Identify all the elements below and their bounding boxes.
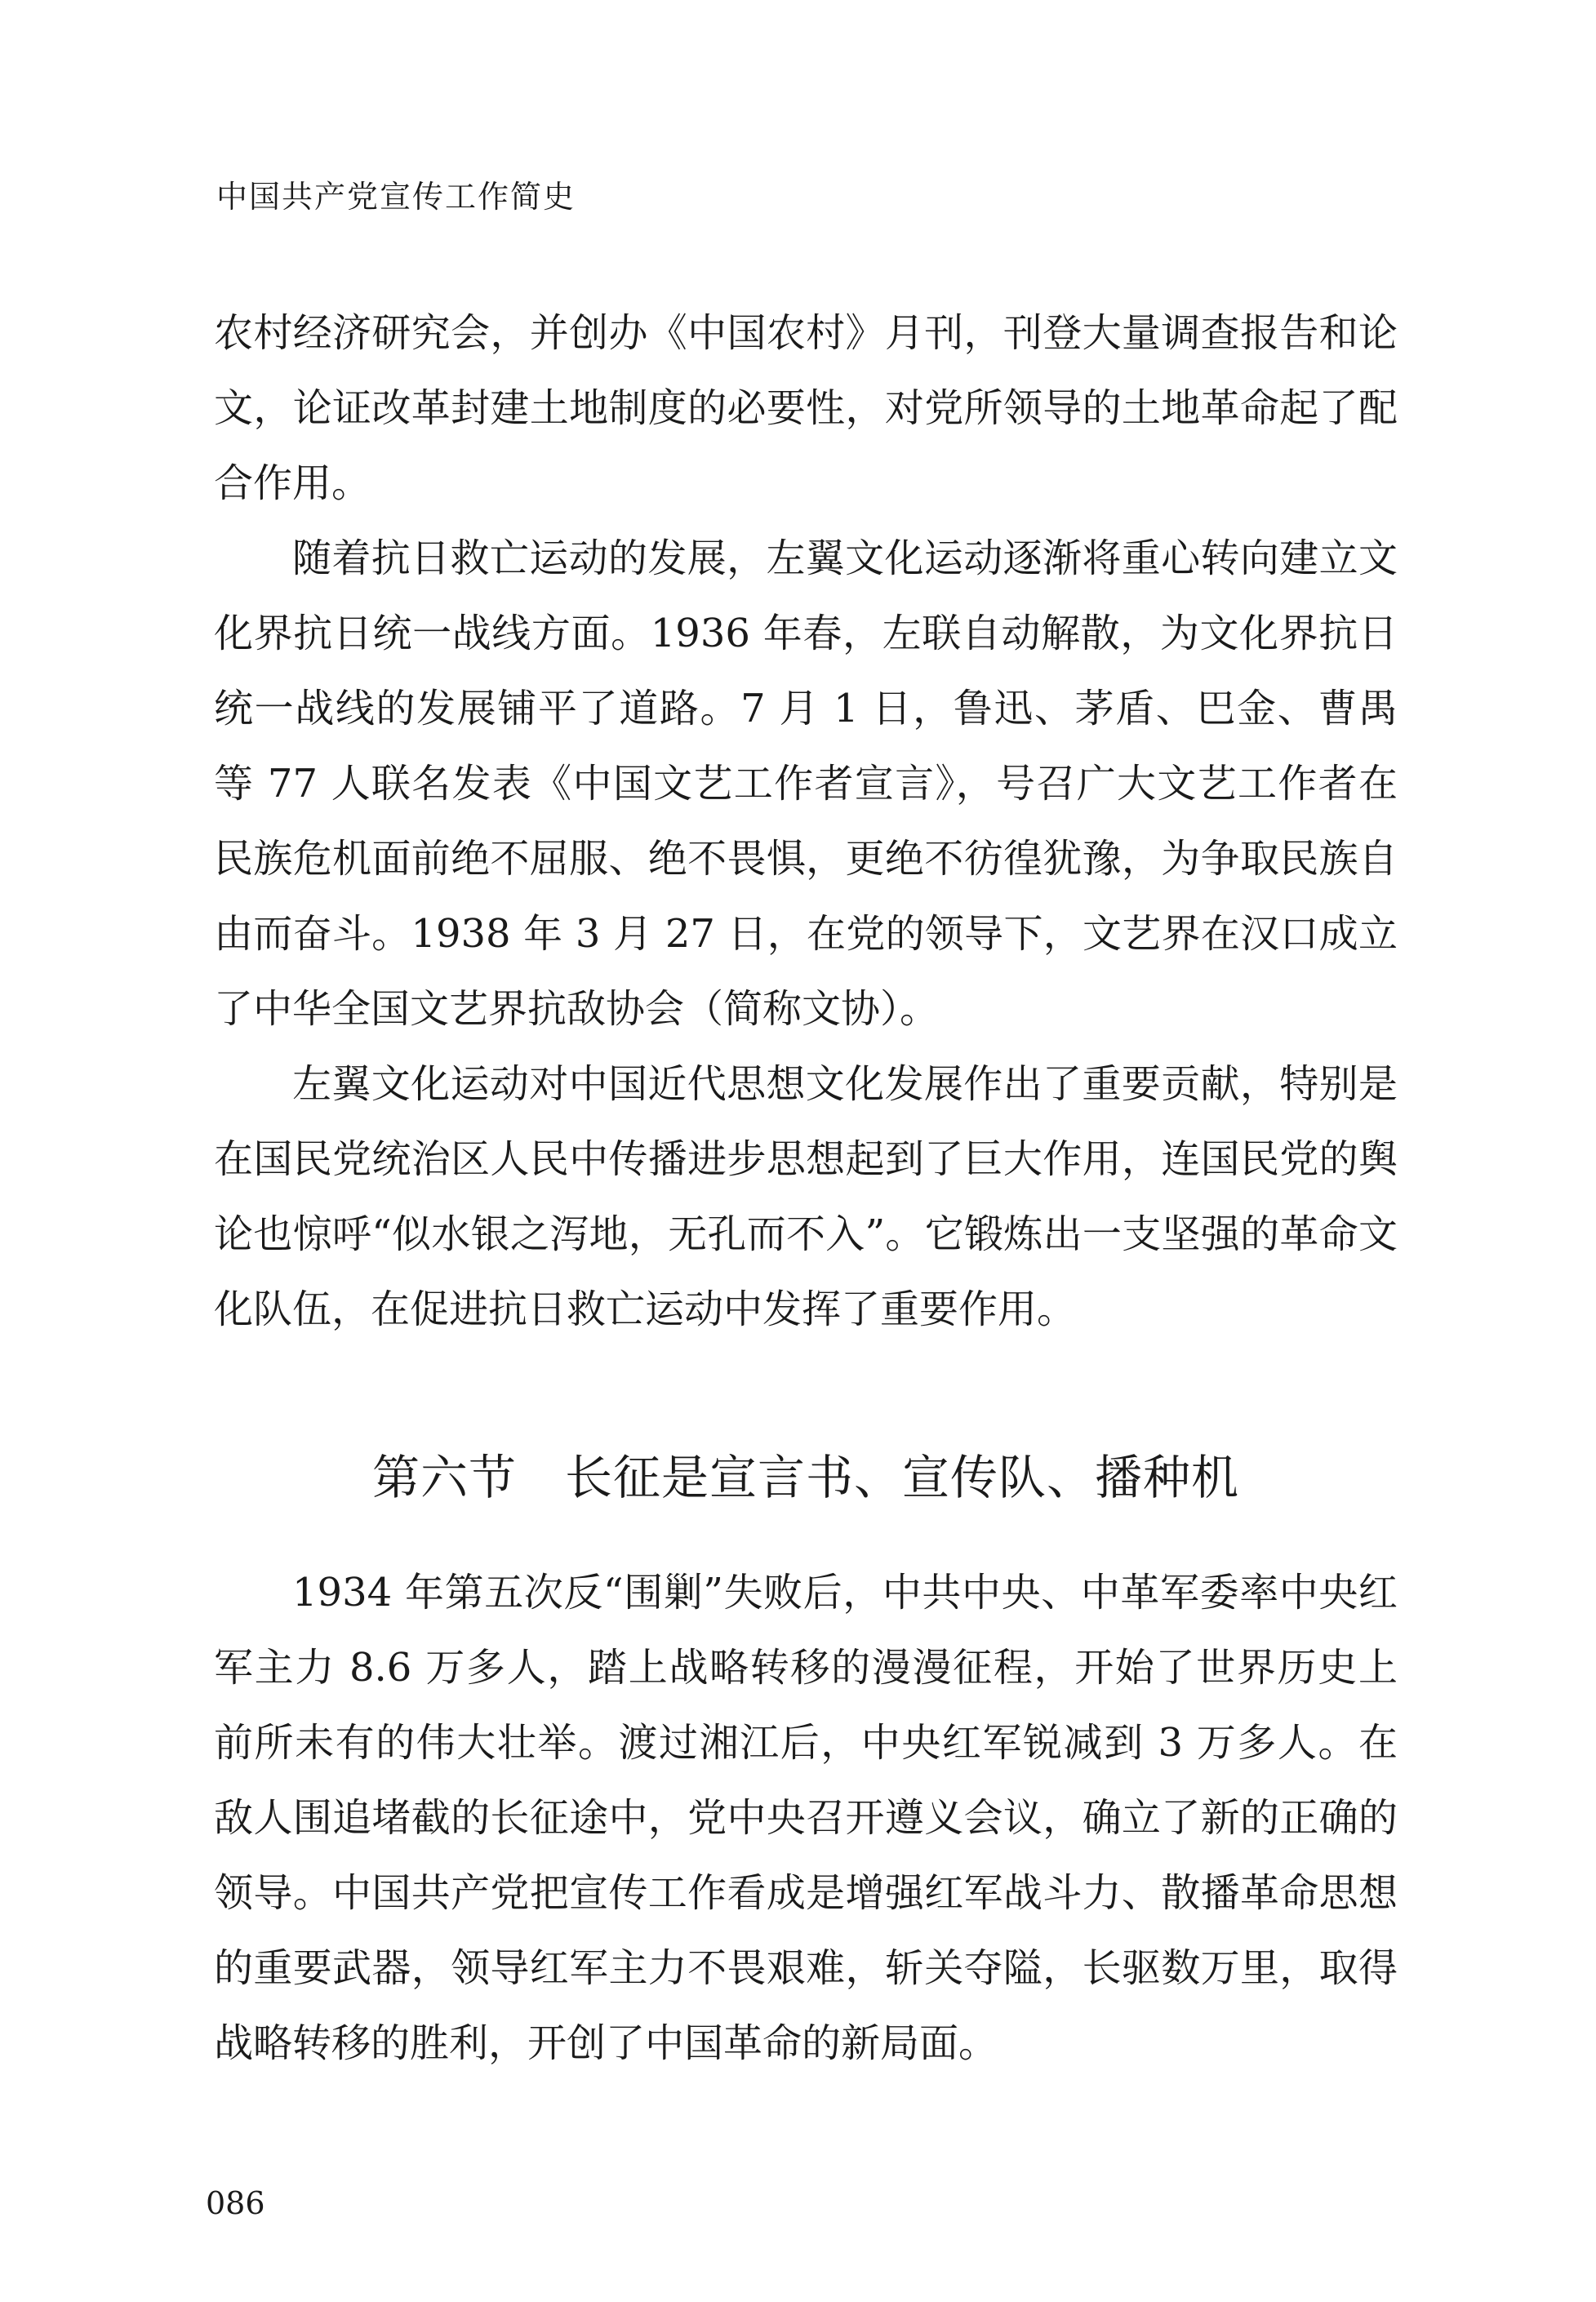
page-number: 086 (206, 2185, 265, 2221)
paragraph-long-march: 1934 年第五次反“围剿”失败后，中共中央、中革军委率中央红军主力 8.6 万多人，踏上战略转移的漫漫征程，开始了世界历史上前所未有的伟大壮举。渡过湘江后，中央红军锐减到 3 万多人。在敌人围追堵截的长征途中，党中央召开遵义会议，确立了新的正确的领导。中国共产党把宣传工作看成是增强红军战斗力、散播革命思想的重要武器，领导红军主力不畏艰难，斩关夺隘，长驱数万里，取得战略转移的胜利，开创了中国革命的新局面。 (214, 1570, 1398, 2066)
section-heading: 第六节 长征是宣言书、宣传队、播种机 (371, 1450, 1239, 1505)
paragraph-left-wing-united-front: 随着抗日救亡运动的发展，左翼文化运动逐渐将重心转向建立文化界抗日统一战线方面。1936 年春，左联自动解散，为文化界抗日统一战线的发展铺平了道路。7 月 1 日，鲁迅、茅盾、巴金、曹禺等 77 人联名发表《中国文艺工作者宣言》，号召广大文艺工作者在民族危机面前绝不屈服、绝不畏惧，更绝不彷徨犹豫，为争取民族自由而奋斗。1938 年 3 月 27 日，在党的领导下，文艺界在汉口成立了中华全国文艺界抗敌协会（简称文协）。 (214, 536, 1398, 1032)
text-block-top (214, 296, 1398, 1347)
paragraph-continuation: 农村经济研究会，并创办《中国农村》月刊，刊登大量调查报告和论文，论证改革封建土地制度的必要性，对党所领导的土地革命起了配合作用。 (214, 310, 1398, 506)
running-head: 中国共产党宣传工作简史 (216, 179, 576, 215)
paragraph-left-wing-contribution: 左翼文化运动对中国近代思想文化发展作出了重要贡献，特别是在国民党统治区人民中传播进步思想起到了巨大作用，连国民党的舆论也惊呼“似水银之泻地，无孔而不入”。它锻炼出一支坚强的革命文化队伍，在促进抗日救亡运动中发挥了重要作用。 (214, 1061, 1398, 1332)
text-block-bottom (214, 1555, 1398, 2081)
